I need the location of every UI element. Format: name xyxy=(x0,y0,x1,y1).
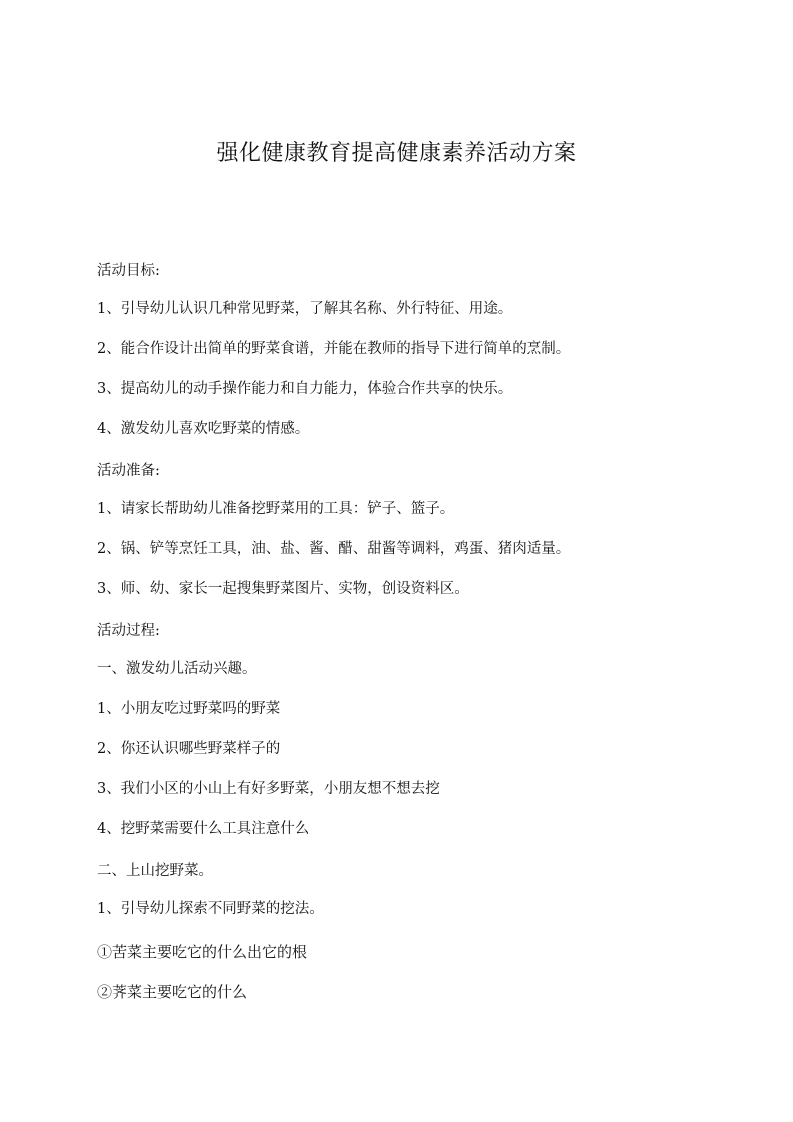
goal-item: 4、激发幼儿喜欢吃野菜的情感。 xyxy=(97,421,310,437)
preparation-item: 1、请家长帮助幼儿准备挖野菜用的工具：铲子、篮子。 xyxy=(97,501,455,517)
preparation-item: 3、师、幼、家长一起搜集野菜图片、实物，创设资料区。 xyxy=(97,581,469,597)
process-part1-heading: 一、激发幼儿活动兴趣。 xyxy=(97,661,257,677)
process-part1-item: 1、小朋友吃过野菜吗的野菜 xyxy=(97,701,281,717)
process-part2-item: ②荠菜主要吃它的什么 xyxy=(97,983,248,1001)
goals-heading: 活动目标: xyxy=(97,263,160,279)
document-title: 强化健康教育提高健康素养活动方案 xyxy=(216,141,577,166)
goal-item: 3、提高幼儿的动手操作能力和自力能力，体验合作共享的快乐。 xyxy=(97,381,513,397)
process-part2-heading: 二、上山挖野菜。 xyxy=(97,863,213,879)
goal-item: 1、引导幼儿认识几种常见野菜，了解其名称、外行特征、用途。 xyxy=(97,301,513,317)
process-heading: 活动过程: xyxy=(97,623,160,639)
process-part1-item: 4、挖野菜需要什么工具注意什么 xyxy=(97,821,310,837)
process-part1-item: 2、你还认识哪些野菜样子的 xyxy=(97,741,281,757)
goal-item: 2、能合作设计出简单的野菜食谱，并能在教师的指导下进行简单的烹制。 xyxy=(97,341,571,357)
process-part2-item: ①苦菜主要吃它的什么出它的根 xyxy=(97,943,308,961)
preparation-heading: 活动准备: xyxy=(97,463,160,479)
process-part1-item: 3、我们小区的小山上有好多野菜，小朋友想不想去挖 xyxy=(97,781,440,797)
process-part2-item: 1、引导幼儿探索不同野菜的挖法。 xyxy=(97,901,324,917)
preparation-item: 2、锅、铲等烹饪工具，油、盐、酱、醋、甜酱等调料，鸡蛋、猪肉适量。 xyxy=(97,541,571,557)
